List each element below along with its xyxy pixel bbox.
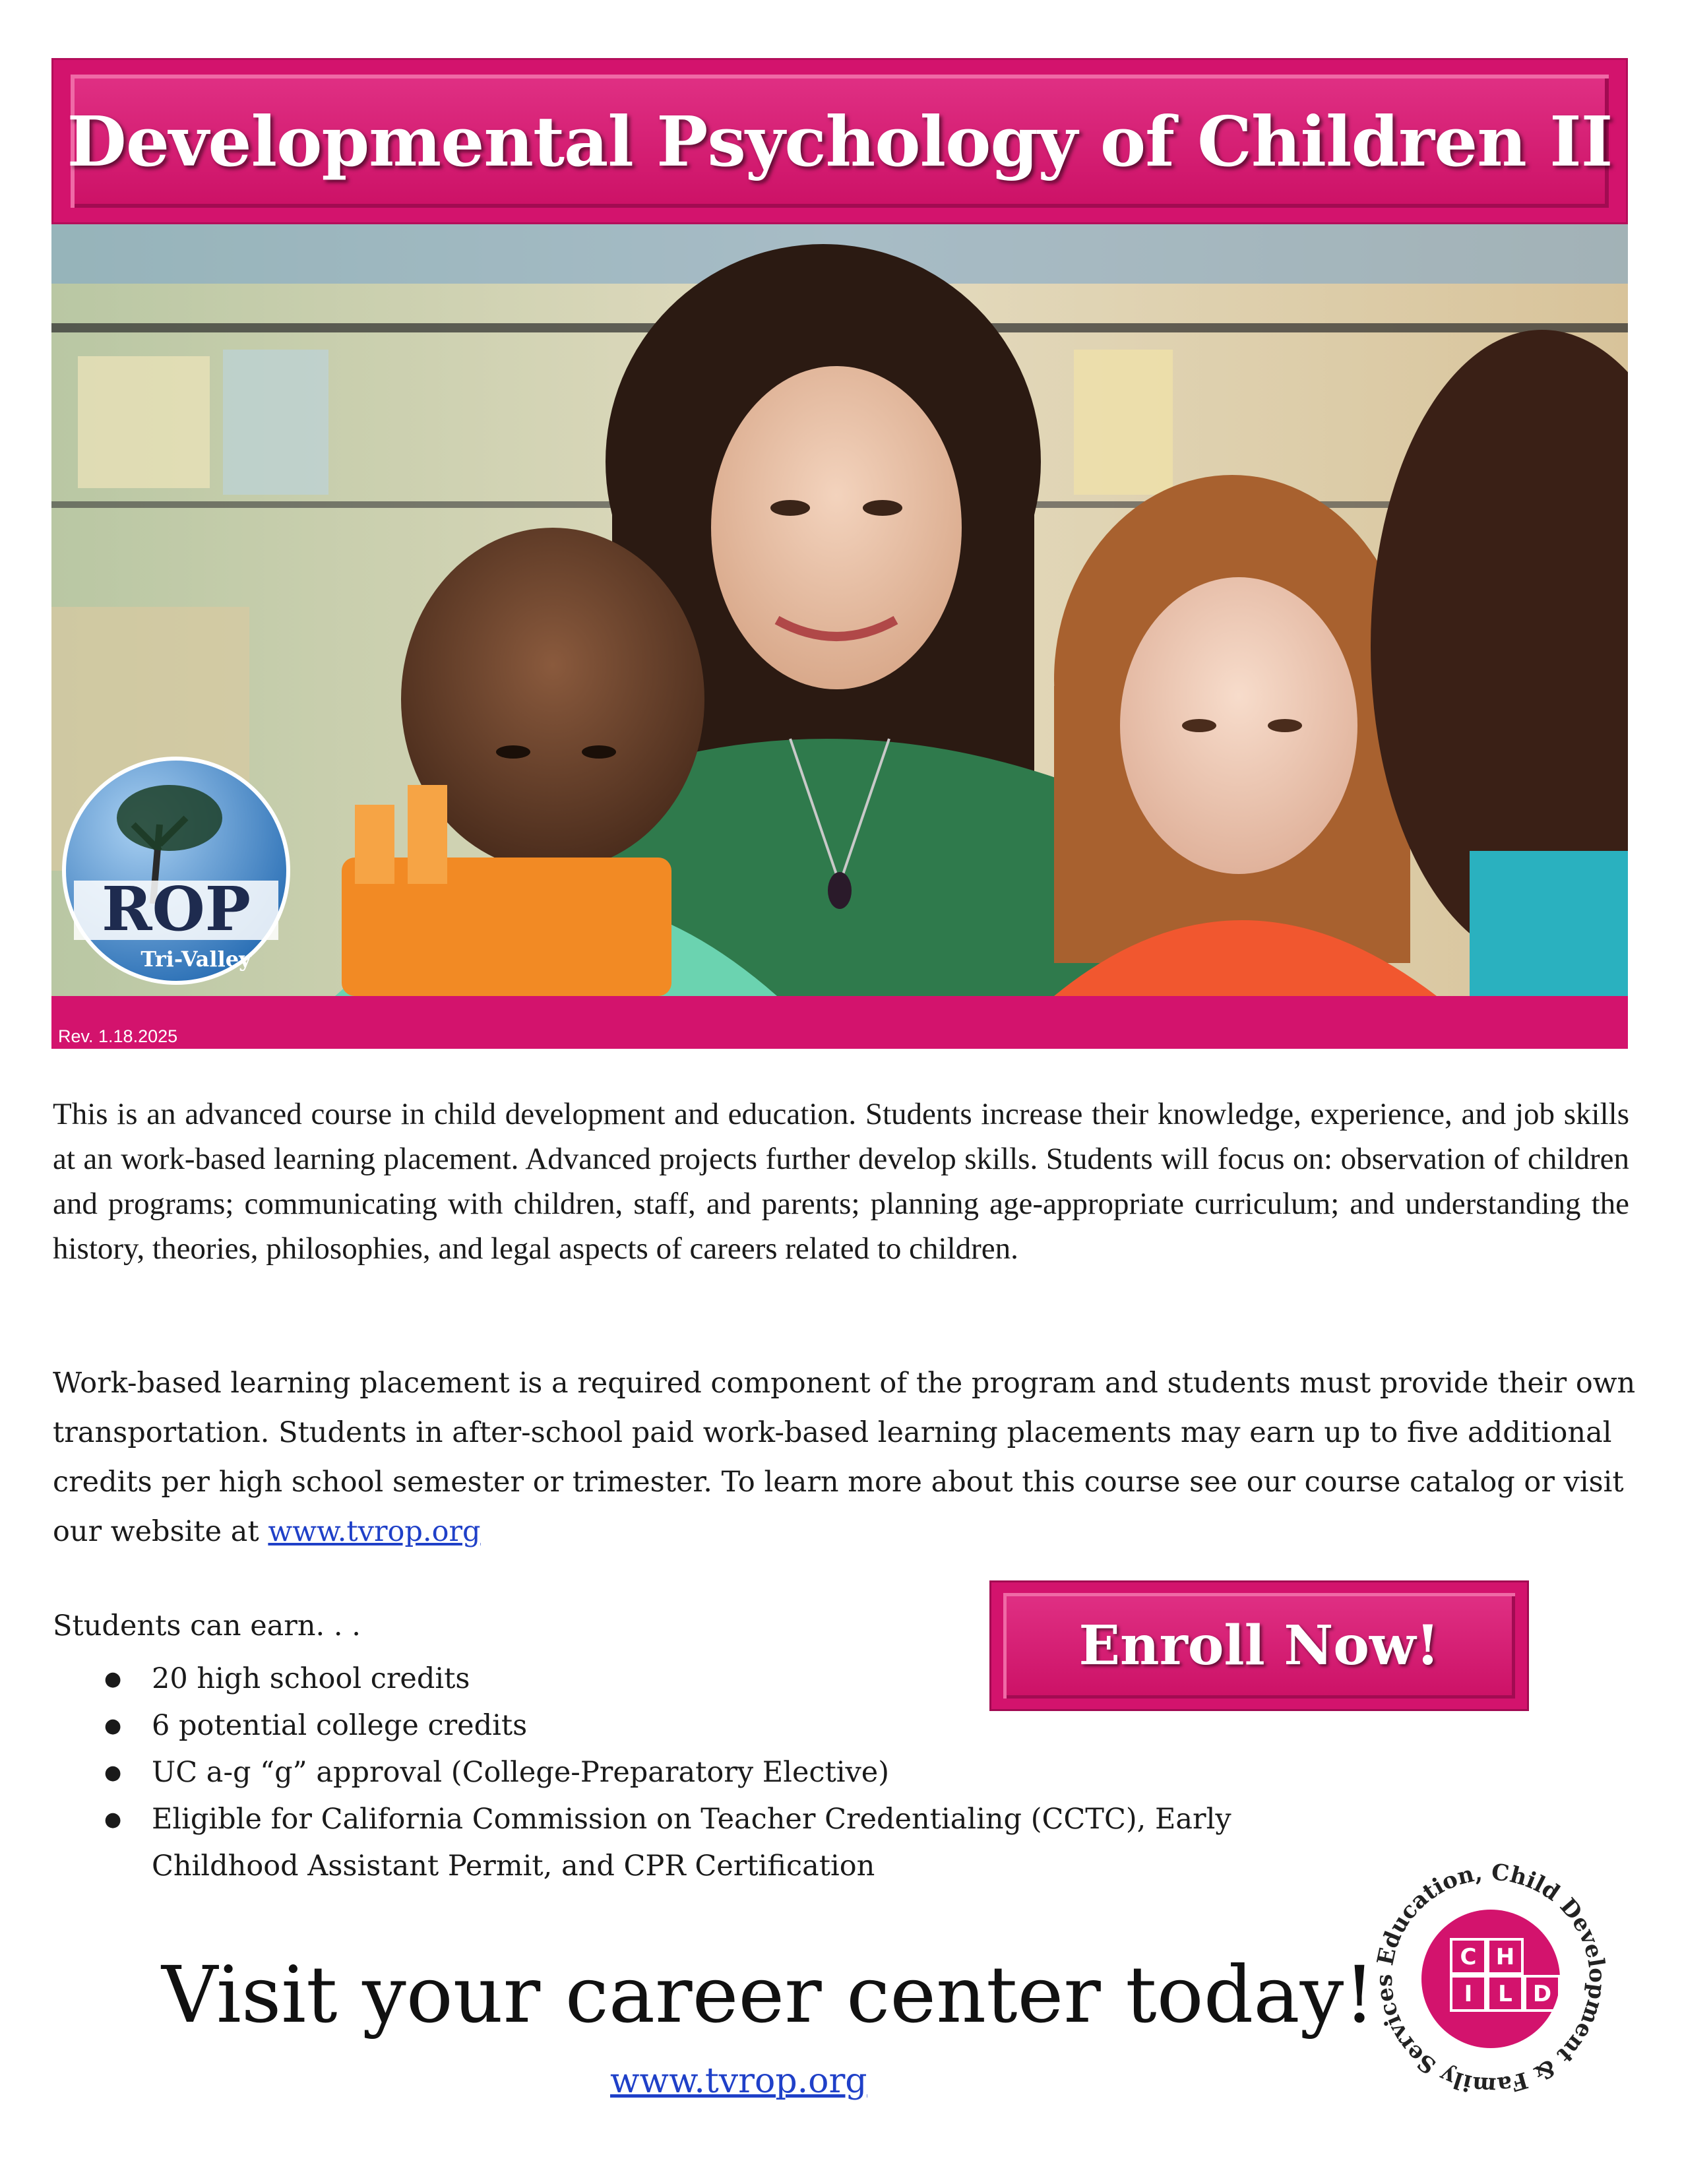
earn-item-text: 6 potential college credits: [152, 1709, 528, 1742]
list-item: [53, 1796, 1372, 1890]
rop-logo: [54, 752, 298, 988]
earn-intro: Students can earn. . .: [53, 1609, 361, 1642]
child-development-logo: [1359, 1847, 1623, 2111]
bullet-icon: ●: [104, 1808, 122, 1831]
list-item: [53, 1749, 1372, 1796]
website-link[interactable]: www.tvrop.org: [268, 1515, 481, 1548]
bullet-icon: ●: [104, 1714, 122, 1737]
visit-headline: Visit your career center today!: [162, 1949, 1375, 2040]
block-letter: C: [1460, 1944, 1477, 1970]
footer-website-link[interactable]: www.tvrop.org: [610, 2061, 867, 2101]
enroll-now-label: Enroll Now!: [1078, 1614, 1440, 1677]
rop-logo-text: ROP: [102, 873, 251, 945]
intro-paragraph: This is an advanced course in child development and education. Students increase their knowledge, experience, and job skills at an work-based learning placement. Advanced projects further develop skills. Students will focus on: observation of children and programs; communicating with children, staff, and parents; planning age-appropriate curriculum; and understanding the history, theories, philosophies, and legal aspects of careers related to children.: [53, 1097, 1629, 1266]
child-logo-ring-text: Education, Child Development & Family Services: [1371, 1859, 1611, 2099]
earn-item-text: Eligible for California Commission on Teacher Credentialing (CCTC), Early Childhood Assistant Permit, and CPR Certification: [152, 1803, 1231, 1883]
enroll-bevel: [1003, 1593, 1515, 1699]
revision-text: Rev. 1.18.2025: [58, 1026, 178, 1046]
page-title: Developmental Psychology of Children II: [67, 100, 1613, 182]
title-banner: [51, 58, 1628, 224]
block-letter: D: [1532, 1981, 1552, 2007]
enroll-now-button[interactable]: [989, 1580, 1529, 1711]
placement-paragraph: [53, 1359, 1636, 1557]
bullet-icon: ●: [104, 1668, 122, 1691]
block-letter: I: [1464, 1981, 1473, 2007]
placement-text: Work-based learning placement is a required component of the program and students must provide their own transportation. Students in after-school paid work-based learning placements may earn up to five additional credits per high school semester or trimester. To learn more about this course see our course catalog or visit our website at: [53, 1367, 1636, 1548]
rop-logo-subtext: Tri-Valley: [140, 947, 251, 972]
revision-bar: [51, 996, 1628, 1049]
bullet-icon: ●: [104, 1761, 122, 1784]
earn-item-text: 20 high school credits: [152, 1662, 470, 1695]
earn-item-text: UC a-g “g” approval (College-Preparatory Elective): [152, 1756, 890, 1789]
block-letter: L: [1498, 1981, 1512, 2007]
block-letter: H: [1495, 1944, 1515, 1970]
title-bevel: [67, 75, 1613, 208]
